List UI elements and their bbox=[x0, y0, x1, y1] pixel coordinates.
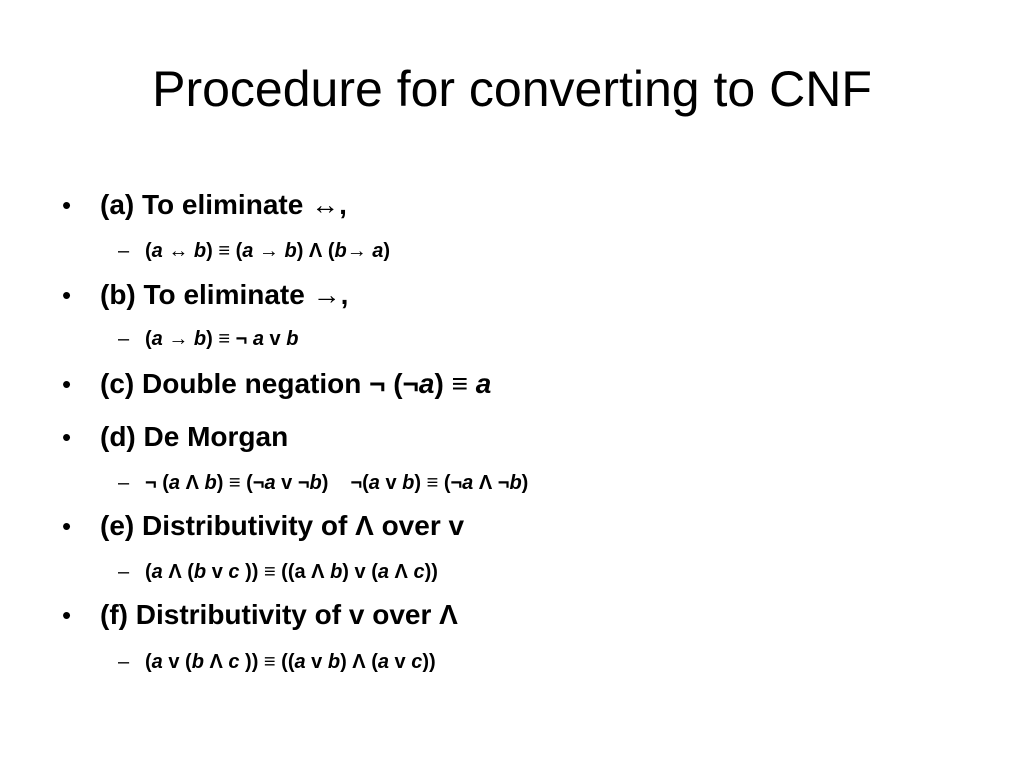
formula-text: v bbox=[206, 561, 229, 583]
formula-text: )) bbox=[422, 651, 436, 673]
variable-symbol: b bbox=[193, 240, 207, 262]
dash-marker: – bbox=[118, 561, 130, 583]
formula-text: → bbox=[162, 328, 194, 350]
formula bbox=[145, 470, 528, 496]
variable-symbol: b bbox=[509, 472, 522, 494]
variable-symbol: a bbox=[475, 368, 492, 399]
variable-symbol: b bbox=[191, 651, 204, 673]
variable-symbol: a bbox=[368, 472, 380, 494]
formula-text: v ( bbox=[162, 651, 192, 673]
formula-text: ) bbox=[521, 472, 529, 494]
formula-text: v bbox=[305, 651, 328, 673]
formula-text: ) Λ ( bbox=[340, 651, 378, 673]
variable-symbol: c bbox=[413, 561, 425, 583]
bullet-marker: • bbox=[62, 190, 72, 220]
variable-symbol: a bbox=[372, 240, 384, 262]
variable-symbol: a bbox=[151, 561, 163, 583]
dash-marker: – bbox=[118, 328, 130, 350]
variable-symbol: a bbox=[377, 651, 389, 673]
formula bbox=[145, 238, 390, 264]
variable-symbol: a bbox=[168, 472, 181, 494]
dash-marker: – bbox=[118, 651, 130, 673]
variable-symbol: a bbox=[462, 472, 474, 494]
bullet-marker: • bbox=[62, 280, 72, 310]
formula-text: ( bbox=[145, 240, 152, 262]
formula-text: ) ≡ ¬ bbox=[206, 328, 253, 350]
formula-text: ) v ( bbox=[342, 561, 378, 583]
formula-text: ) bbox=[383, 240, 391, 262]
variable-symbol: a bbox=[151, 651, 163, 673]
bullet-heading bbox=[100, 278, 348, 312]
variable-symbol: b bbox=[204, 472, 217, 494]
formula-text: → bbox=[346, 240, 373, 262]
variable-symbol: a bbox=[242, 240, 254, 262]
variable-symbol: b bbox=[327, 651, 341, 673]
variable-symbol: a bbox=[151, 328, 163, 350]
formula-text: )) ≡ (( bbox=[239, 651, 295, 673]
formula-text: (d) De Morgan bbox=[100, 421, 289, 452]
formula-text: v bbox=[388, 651, 412, 673]
bullet-heading bbox=[100, 188, 347, 222]
bullet-marker: • bbox=[62, 369, 72, 399]
formula-text: v ¬ bbox=[275, 472, 310, 494]
variable-symbol: b bbox=[402, 472, 415, 494]
formula-text: ) bbox=[321, 472, 329, 494]
bullet-heading bbox=[100, 420, 288, 454]
formula-text: v bbox=[379, 472, 403, 494]
formula bbox=[145, 649, 436, 675]
dash-marker: – bbox=[118, 240, 130, 262]
formula-text: ¬ ( bbox=[145, 472, 169, 494]
variable-symbol: b bbox=[334, 240, 347, 262]
variable-symbol: a bbox=[252, 328, 264, 350]
formula-text: ) Λ ( bbox=[296, 240, 335, 262]
formula-text: (c) Double negation ¬ (¬ bbox=[100, 368, 419, 399]
formula-text: v bbox=[263, 328, 287, 350]
formula-text: → bbox=[253, 240, 285, 262]
bullet-heading bbox=[100, 509, 464, 543]
formula-text: ) ≡ (¬ bbox=[216, 472, 265, 494]
formula bbox=[145, 559, 438, 585]
formula-text: ↔ bbox=[162, 240, 194, 262]
variable-symbol: c bbox=[228, 561, 240, 583]
formula bbox=[145, 326, 298, 352]
bullet-marker: • bbox=[62, 511, 72, 541]
variable-symbol: b bbox=[286, 328, 299, 350]
formula-text: Λ bbox=[388, 561, 414, 583]
formula-text: ) ≡ bbox=[434, 368, 476, 399]
variable-symbol: a bbox=[294, 651, 306, 673]
formula-text: (e) Distributivity of Λ over v bbox=[100, 510, 465, 541]
formula-text: Λ bbox=[180, 472, 205, 494]
bullet-marker: • bbox=[62, 600, 72, 630]
formula-text: (a) To eliminate ↔, bbox=[100, 189, 347, 220]
bullet-marker: • bbox=[62, 422, 72, 452]
slide-title: Procedure for converting to CNF bbox=[152, 61, 872, 117]
formula-text: ( bbox=[145, 561, 152, 583]
formula-text: ¬( bbox=[350, 472, 369, 494]
variable-symbol: b bbox=[193, 328, 207, 350]
formula-text: ) ≡ (¬ bbox=[414, 472, 463, 494]
formula-text: )) bbox=[424, 561, 438, 583]
variable-symbol: b bbox=[284, 240, 297, 262]
formula-text: (f) Distributivity of v over Λ bbox=[100, 599, 458, 630]
formula-text: Λ ( bbox=[162, 561, 194, 583]
variable-symbol: b bbox=[309, 472, 322, 494]
formula-text: )) ≡ ((a Λ bbox=[239, 561, 331, 583]
variable-symbol: b bbox=[193, 561, 207, 583]
formula-text: ) ≡ ( bbox=[206, 240, 243, 262]
variable-symbol: a bbox=[418, 368, 435, 399]
formula-text: Λ ¬ bbox=[473, 472, 510, 494]
formula-text: Λ bbox=[203, 651, 229, 673]
variable-symbol: b bbox=[330, 561, 343, 583]
dash-marker: – bbox=[118, 472, 130, 494]
variable-symbol: c bbox=[411, 651, 423, 673]
variable-symbol: a bbox=[151, 240, 163, 262]
bullet-heading bbox=[100, 367, 491, 401]
variable-symbol: a bbox=[264, 472, 276, 494]
bullet-heading bbox=[100, 598, 458, 632]
variable-symbol: a bbox=[377, 561, 389, 583]
formula-text: (b) To eliminate →, bbox=[100, 279, 349, 310]
formula-text: ( bbox=[145, 651, 152, 673]
variable-symbol: c bbox=[228, 651, 240, 673]
formula-text: ( bbox=[145, 328, 152, 350]
